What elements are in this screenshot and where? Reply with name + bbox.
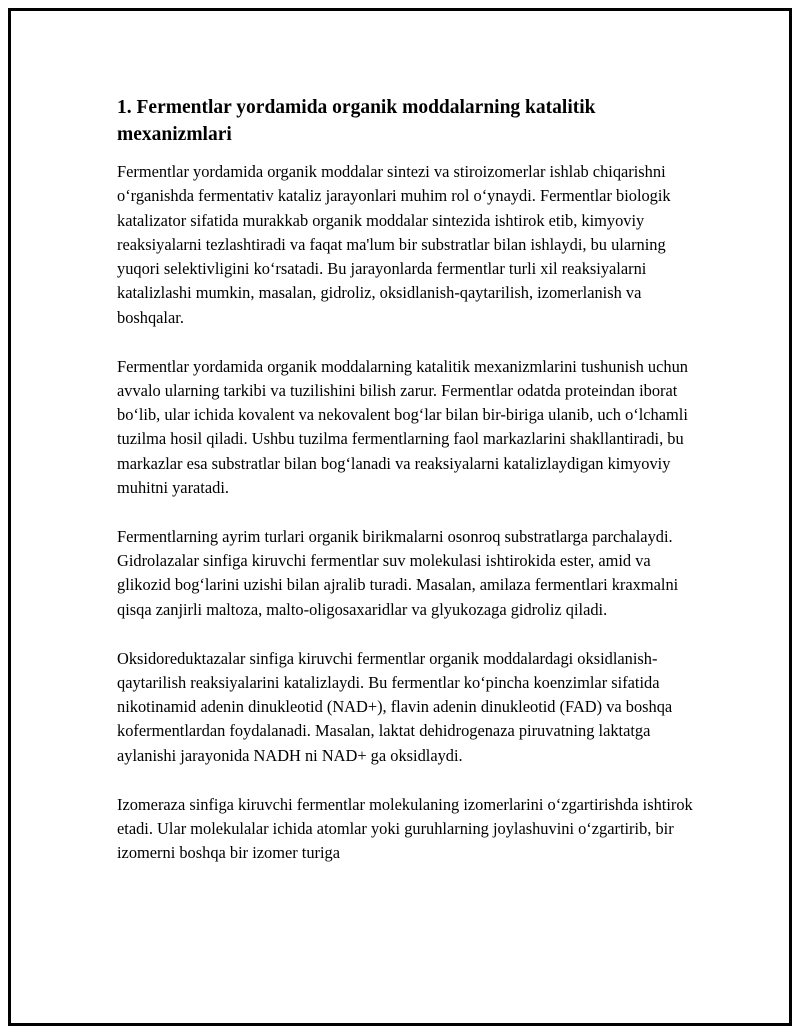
paragraph-3: Fermentlarning ayrim turlari organik birikmalarni osonroq substratlarga parchalaydi. Gidrolazalar sinfiga kiruvchi fermentlar suv molekulasi ishtirokida ester, amid va glikozid bog‘larini uzishi bilan ajralib turadi. Masalan, amilaza fermentlari kraxmalni qisqa zanjirli maltoza, malto-oligosaxaridlar va glyukozaga gidroliz qiladi.: [117, 526, 679, 619]
paragraph-2: Fermentlar yordamida organik moddalarning katalitik mexanizmlarini tushunish uchun avvalo ularning tarkibi va tuzilishini bilish zarur. Fermentlar odatda proteindan iborat bo‘lib, ular ichida kovalent va nekovalent bog‘lar bilan bir-biriga ulanib, uch o‘lchamli tuzilma hosil qiladi. Ushbu tuzilma fermentlarning faol markazlarini shakllantiradi, bu markazlar esa substratlar bilan bog‘lanadi va reaksiyalarni katalizlaydigan kimyoviy muhitni yaratadi.: [117, 356, 688, 498]
document-body: [117, 94, 699, 890]
paragraph-1: Fermentlar yordamida organik moddalar sintezi va stiroizomerlar ishlab chiqarishni o‘rganishda fermentativ kataliz jarayonlari muhim rol o‘ynaydi. Fermentlar biologik katalizator sifatida murakkab organik moddalar sintezida ishtirok etib, kimyoviy reaksiyalarni tezlashtiradi va faqat ma'lum bir substratlar bilan ishlaydi, bu ularning yuqori selektivligini ko‘rsatadi. Bu jarayonlarda fermentlar turli xil reaksiyalarni katalizlashi mumkin, masalan, gidroliz, oksidlanish-qaytarilish, izomerlanish va boshqalar.: [117, 162, 671, 327]
paragraph-4: Oksidoreduktazalar sinfiga kiruvchi fermentlar organik moddalardagi oksidlanish-qaytarilish reaksiyalarini katalizlaydi. Bu fermentlar ko‘pincha koenzimlar sifatida nikotinamid adenin dinukleotid (NAD+), flavin adenin dinukleotid (FAD) va boshqa kofermentlardan foydalanadi. Masalan, laktat dehidrogenaza piruvatning laktatga aylanishi jarayonida NADH ni NAD+ ga oksidlaydi.: [117, 648, 673, 765]
section-heading: 1. Fermentlar yordamida organik moddalarning katalitik mexanizmlari: [117, 97, 596, 145]
paragraph-5: Izomeraza sinfiga kiruvchi fermentlar molekulaning izomerlarini o‘zgartirishda ishtirok etadi. Ular molekulalar ichida atomlar yoki guruhlarning joylashuvini o‘zgartirib, bir izomerni boshqa bir izomer turiga: [117, 794, 693, 863]
